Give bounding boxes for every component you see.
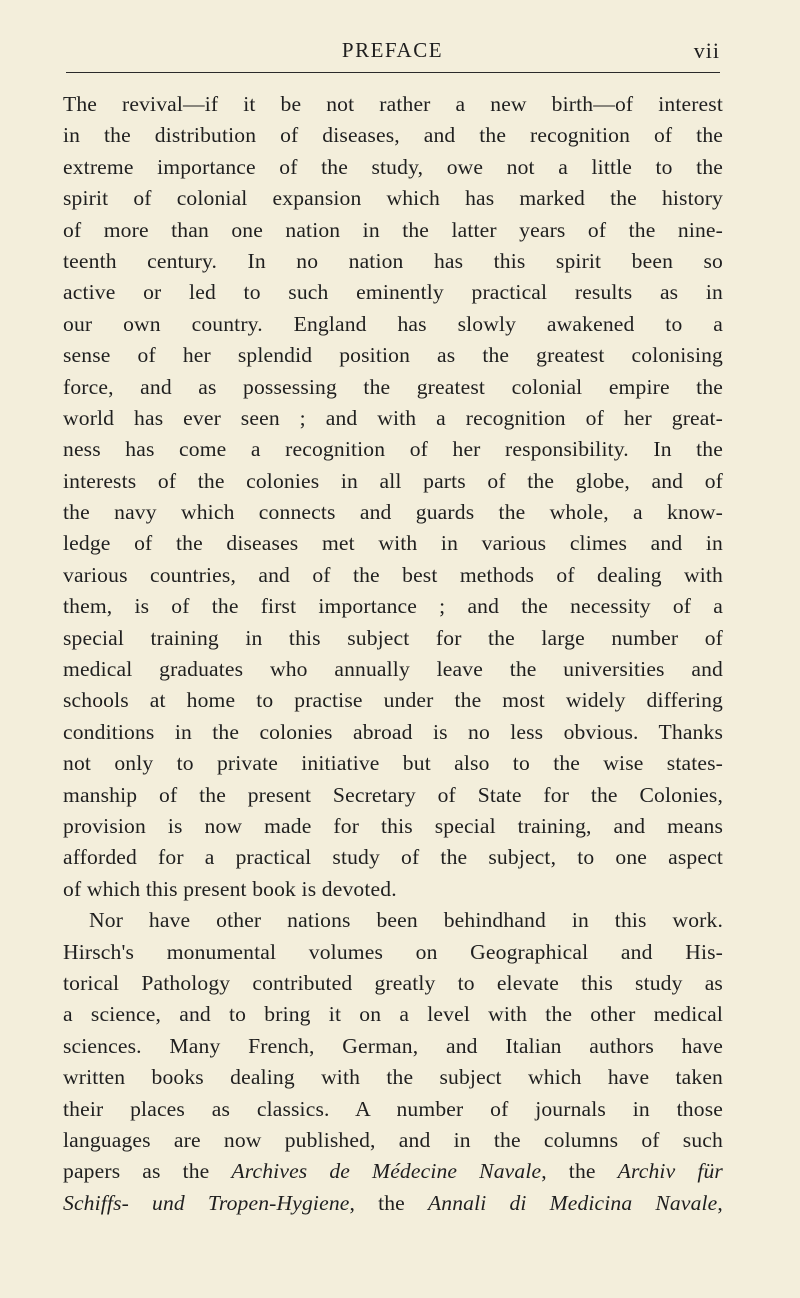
text-line: sciences. Many French, German, and Italian authors have [63,1033,723,1058]
text-line: our own country. England has slowly awakened to a [63,311,723,336]
text-line: force, and as possessing the greatest colonial empire the [63,374,723,399]
text-line: of which this present book is devoted. [63,876,397,901]
journal-title: Annali di Medicina Navale [427,1190,718,1215]
text-line: The revival—if it be not rather a new birth—of interest [63,92,723,116]
text-line: a science, and to bring it on a level with the other medical [63,1002,723,1027]
text-line: written books dealing with the subject which have taken [63,1065,723,1090]
text-line: not only to private initiative but also to the wise states- [63,751,723,776]
text-line [63,1156,723,1187]
text-run: , the [541,1159,618,1184]
text-line [63,1188,723,1219]
page-number: vii [693,38,720,63]
text-line: conditions in the colonies abroad is no less obvious. Thanks [63,719,723,744]
header-rule [66,72,720,73]
text-line: their places as classics. A number of journals in those [63,1096,723,1121]
text-line: interests of the colonies in all parts of the globe, and of [63,468,723,493]
text-line: sense of her splendid position as the greatest colonising [63,343,723,368]
running-title: PREFACE [341,38,444,62]
text-run: , the [349,1190,428,1215]
text-line: manship of the present Secretary of State for the Colonies, [63,782,723,807]
paragraph-2 [63,905,723,1219]
text-run: papers as the [63,1159,232,1184]
text-line: Nor have other nations been behindhand in this work. [89,908,723,933]
text-line: spirit of colonial expansion which has marked the history [63,186,723,211]
running-header [65,38,720,68]
text-line: active or led to such eminently practical results as in [63,280,723,305]
paragraph-1 [63,89,723,905]
text-line: the navy which connects and guards the whole, a know- [63,500,723,525]
text-line: special training in this subject for the large number of [63,625,723,650]
text-line: ledge of the diseases met with in various climes and in [63,531,723,556]
text-line: medical graduates who annually leave the universities and [63,657,723,682]
text-line: languages are now published, and in the columns of such [63,1127,723,1152]
text-run: , [717,1190,723,1215]
text-line: Hirsch's monumental volumes on Geographical and His- [63,939,723,964]
journal-title: Archives de Médecine Navale [231,1159,542,1184]
text-line: provision is now made for this special training, and means [63,813,723,838]
text-line: them, is of the first importance ; and the necessity of a [63,594,723,619]
text-line: of more than one nation in the latter years of the nine- [63,217,723,242]
journal-title: Archiv für [617,1159,723,1184]
text-line: in the distribution of diseases, and the recognition of the [63,123,723,148]
text-line: afforded for a practical study of the subject, to one aspect [63,845,723,870]
text-line: torical Pathology contributed greatly to elevate this study as [63,970,723,995]
body-text [63,89,723,1219]
text-line: world has ever seen ; and with a recognition of her great- [63,405,723,430]
text-line: ness has come a recognition of her responsibility. In the [63,437,723,462]
text-line: various countries, and of the best methods of dealing with [63,562,723,587]
text-line: schools at home to practise under the most widely differing [63,688,723,713]
text-line: teenth century. In no nation has this spirit been so [63,248,723,273]
journal-title: Schiffs- und Tropen-Hygiene [63,1190,350,1215]
text-line: extreme importance of the study, owe not a little to the [63,154,723,179]
